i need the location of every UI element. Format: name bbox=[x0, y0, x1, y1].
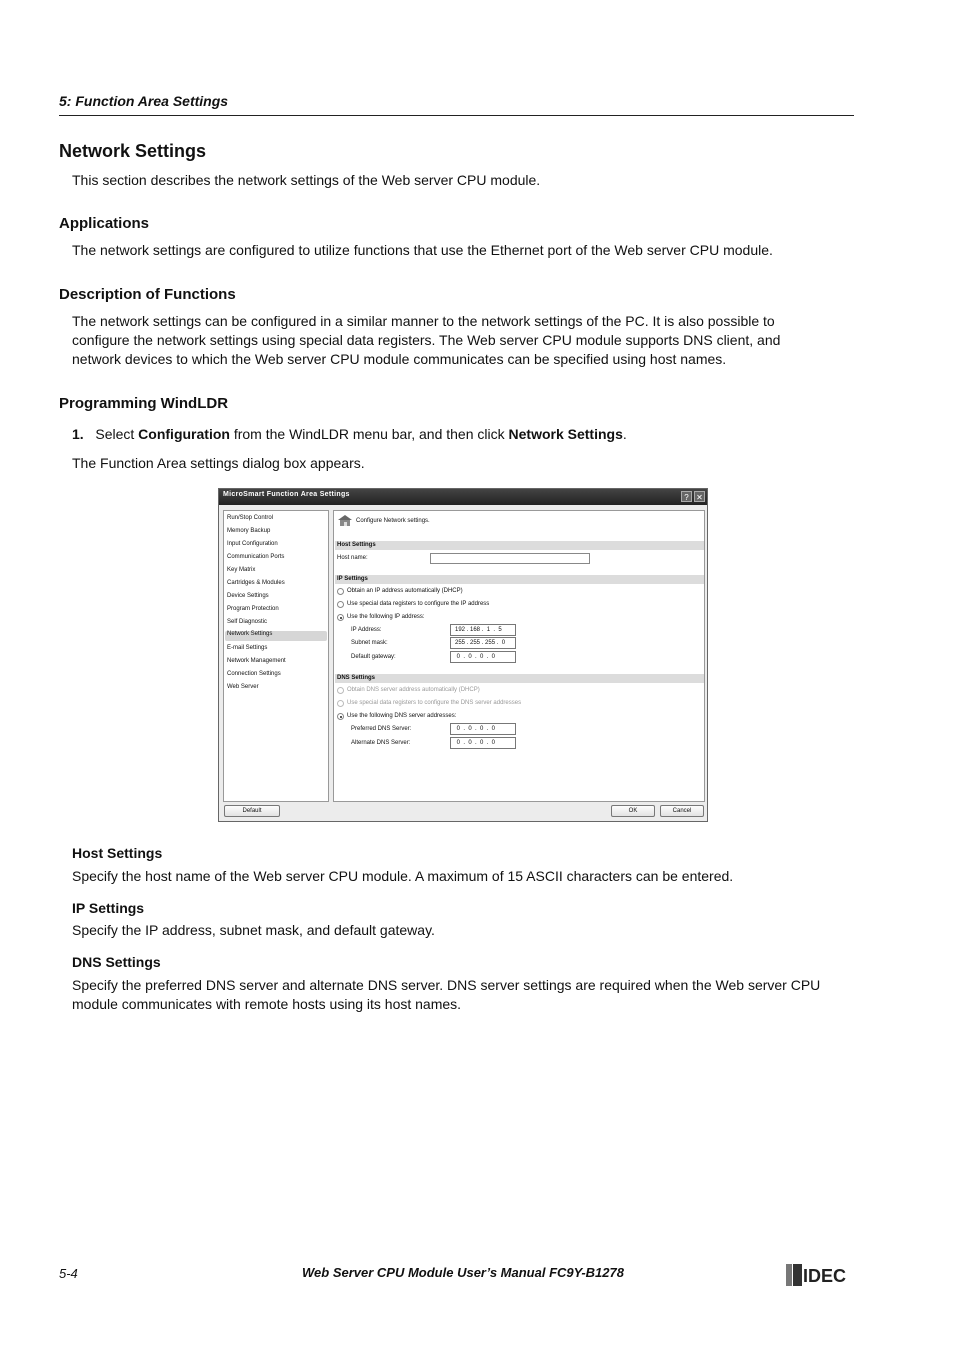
description-line: The network settings can be configured in a similar manner to the network settings of the PC. It is also possible to bbox=[72, 313, 775, 329]
logo-text: IDEC bbox=[803, 1266, 847, 1286]
network-house-icon bbox=[337, 514, 353, 526]
dns-dhcp-radio[interactable] bbox=[337, 687, 344, 694]
category-item[interactable]: Program Protection bbox=[227, 606, 279, 612]
step-1 bbox=[72, 425, 842, 444]
ip-section-bar bbox=[335, 575, 704, 584]
programming-heading: Programming WindLDR bbox=[59, 395, 229, 412]
ip-section-label: IP Settings bbox=[337, 576, 368, 582]
ip-dhcp-label: Obtain an IP address automatically (DHCP) bbox=[347, 588, 463, 594]
intro-text: This section describes the network settings of the Web server CPU module. bbox=[72, 172, 541, 188]
preferred-dns-input[interactable]: 0 . 0 . 0 . 0 bbox=[450, 723, 516, 735]
description-line: configure the network settings using special data registers. The Web server CPU module supports DNS client, and bbox=[72, 332, 781, 348]
settings-category-list bbox=[223, 510, 329, 802]
close-button[interactable]: ✕ bbox=[694, 491, 705, 502]
default-gateway-label: Default gateway: bbox=[351, 654, 396, 660]
help-button[interactable]: ? bbox=[681, 491, 692, 502]
cancel-button[interactable]: Cancel bbox=[660, 805, 704, 817]
dialog-titlebar bbox=[219, 489, 707, 505]
category-item[interactable]: Communication Ports bbox=[227, 554, 285, 560]
pane-header-text: Configure Network settings. bbox=[356, 518, 430, 524]
applications-text: The network settings are configured to utilize functions that use the Ethernet port of the Web server CPU module. bbox=[72, 242, 773, 258]
host-name-label: Host name: bbox=[337, 555, 368, 561]
ip-special-register-radio[interactable] bbox=[337, 601, 344, 608]
dns-settings-line: module communicates with remote hosts using its host names. bbox=[72, 996, 462, 1012]
ip-special-register-label: Use special data registers to configure the IP address bbox=[347, 601, 490, 607]
header-rule bbox=[59, 115, 854, 116]
ip-manual-label: Use the following IP address: bbox=[347, 614, 425, 620]
host-section-bar bbox=[335, 541, 704, 550]
settings-pane bbox=[333, 510, 705, 802]
ip-dhcp-radio[interactable] bbox=[337, 588, 344, 595]
function-area-dialog bbox=[218, 488, 708, 822]
chapter-header: 5: Function Area Settings bbox=[59, 93, 229, 109]
dns-manual-radio[interactable] bbox=[337, 713, 344, 720]
idec-logo bbox=[786, 1263, 856, 1287]
category-item[interactable]: Cartridges & Modules bbox=[227, 580, 285, 586]
page-title: Network Settings bbox=[59, 141, 207, 161]
category-item[interactable]: Input Configuration bbox=[227, 541, 278, 547]
step-text: from the WindLDR menu bar, and then click bbox=[229, 426, 509, 442]
dns-settings-text bbox=[72, 976, 842, 1014]
ip-settings-text: Specify the IP address, subnet mask, and default gateway. bbox=[72, 922, 435, 938]
category-item[interactable]: Memory Backup bbox=[227, 528, 271, 534]
dns-section-label: DNS Settings bbox=[337, 675, 376, 681]
dns-manual-label: Use the following DNS server addresses: bbox=[347, 713, 457, 719]
page-number: 5-4 bbox=[59, 1266, 78, 1281]
dns-settings-heading: DNS Settings bbox=[72, 954, 161, 970]
alternate-dns-label: Alternate DNS Server: bbox=[351, 740, 411, 746]
description-text bbox=[72, 312, 842, 369]
dialog-title: MicroSmart Function Area Settings bbox=[223, 491, 350, 498]
ip-address-input[interactable]: 192 . 168 . 1 . 5 bbox=[450, 624, 516, 636]
category-item[interactable]: Web Server bbox=[227, 684, 259, 690]
dns-special-register-radio[interactable] bbox=[337, 700, 344, 707]
ip-address-label: IP Address: bbox=[351, 627, 382, 633]
host-settings-heading: Host Settings bbox=[72, 845, 163, 861]
step-bold-configuration: Configuration bbox=[138, 426, 230, 442]
category-item-selected[interactable]: Network Settings bbox=[225, 631, 327, 641]
default-button[interactable]: Default bbox=[224, 805, 280, 817]
ip-settings-heading: IP Settings bbox=[72, 900, 145, 916]
dns-dhcp-label: Obtain DNS server address automatically (DHCP) bbox=[347, 687, 480, 693]
dns-section-bar bbox=[335, 674, 704, 683]
preferred-dns-label: Preferred DNS Server: bbox=[351, 726, 412, 732]
step-text: Select bbox=[95, 426, 139, 442]
host-name-input[interactable] bbox=[430, 553, 590, 564]
alternate-dns-input[interactable]: 0 . 0 . 0 . 0 bbox=[450, 737, 516, 749]
host-section-label: Host Settings bbox=[337, 542, 376, 548]
subnet-mask-input[interactable]: 255 . 255 . 255 . 0 bbox=[450, 637, 516, 649]
category-item[interactable]: Self Diagnostic bbox=[227, 619, 268, 625]
subnet-mask-label: Subnet mask: bbox=[351, 640, 388, 646]
step-number: 1. bbox=[72, 426, 84, 442]
dns-settings-line: Specify the preferred DNS server and alternate DNS server. DNS server settings are required when the Web server CPU bbox=[72, 977, 821, 993]
ip-manual-radio[interactable] bbox=[337, 614, 344, 621]
category-item[interactable]: Network Management bbox=[227, 658, 286, 664]
step-bold-network-settings: Network Settings bbox=[508, 426, 623, 442]
category-item[interactable]: E-mail Settings bbox=[227, 645, 268, 651]
step-text: . bbox=[622, 426, 627, 442]
category-item[interactable]: Key Matrix bbox=[227, 567, 256, 573]
footer-manual-title: Web Server CPU Module User’s Manual FC9Y-B1278 bbox=[302, 1265, 624, 1280]
host-settings-text: Specify the host name of the Web server CPU module. A maximum of 15 ASCII characters can be entered. bbox=[72, 868, 734, 884]
description-heading: Description of Functions bbox=[59, 286, 236, 303]
category-item[interactable]: Connection Settings bbox=[227, 671, 281, 677]
category-item[interactable]: Run/Stop Control bbox=[227, 515, 274, 521]
category-item[interactable]: Device Settings bbox=[227, 593, 269, 599]
default-gateway-input[interactable]: 0 . 0 . 0 . 0 bbox=[450, 651, 516, 663]
applications-heading: Applications bbox=[59, 215, 150, 232]
description-line: network devices to which the Web server CPU module communicates can be specified using host names. bbox=[72, 351, 727, 367]
ok-button[interactable]: OK bbox=[611, 805, 655, 817]
step-result: The Function Area settings dialog box appears. bbox=[72, 455, 365, 471]
dns-special-register-label: Use special data registers to configure the DNS server addresses bbox=[347, 700, 522, 706]
